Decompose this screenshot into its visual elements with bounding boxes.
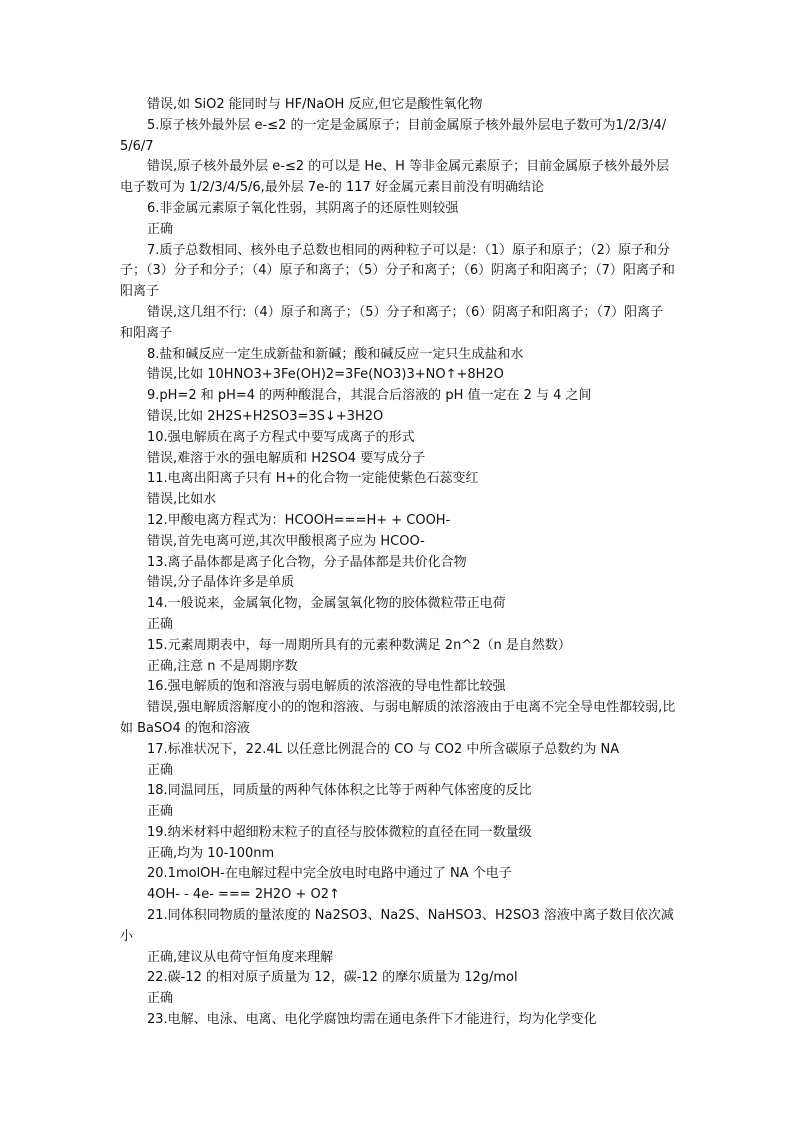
paragraph-line: 错误,原子核外最外层 e-≤2 的可以是 He、H 等非金属元素原子；目前金属原子核外最外层电子数可为 1/2/3/4/5/6,最外层 7e-的 117 好金属元素目前没有明确结论 xyxy=(120,159,670,196)
paragraph-line: 9.pH=2 和 pH=4 的两种酸混合，其混合后溶液的 pH 值一定在 2 与 4 之间 xyxy=(147,388,592,404)
paragraph-line: 19.纳米材料中超细粉末粒子的直径与胶体微粒的直径在同一数量级 xyxy=(147,824,532,840)
paragraph-line: 15.元素周期表中，每一周期所具有的元素种数满足 2n^2（n 是自然数） xyxy=(147,637,571,653)
paragraph-line: 7.质子总数相同、核外电子总数也相同的两种粒子可以是：（1）原子和原子；（2）原子和分子；（3）分子和分子；（4）原子和离子；（5）分子和离子；（6）阴离子和阳离子；（7）阳离子和阳离子 xyxy=(120,242,675,300)
paragraph-line: 正确 xyxy=(147,221,174,237)
paragraph-line: 正确,注意 n 不是周期序数 xyxy=(147,658,298,674)
paragraph-line: 错误,难溶于水的强电解质和 H2SO4 要写成分子 xyxy=(147,450,426,466)
paragraph-line: 20.1molOH-在电解过程中完全放电时电路中通过了 NA 个电子 xyxy=(147,866,512,882)
paragraph-line: 8.盐和碱反应一定生成新盐和新碱；酸和碱反应一定只生成盐和水 xyxy=(147,346,524,362)
paragraph-line: 错误,强电解质溶解度小的的饱和溶液、与弱电解质的浓溶液由于电离不完全导电性都较弱,比如 BaSO4 的饱和溶液 xyxy=(120,700,676,736)
paragraph-line: 10.强电解质在离子方程式中要写成离子的形式 xyxy=(147,429,415,445)
paragraph-line: 错误,分子晶体许多是单质 xyxy=(147,575,295,591)
paragraph-line: 错误,如 SiO2 能同时与 HF/NaOH 反应,但它是酸性氧化物 xyxy=(147,97,483,112)
paragraph-line: 正确 xyxy=(147,991,174,1007)
paragraph-line: 6.非金属元素原子氧化性弱，其阴离子的还原性则较强 xyxy=(147,200,459,216)
paragraph-line: 14.一般说来，金属氧化物，金属氢氧化物的胶体微粒带正电荷 xyxy=(147,596,506,612)
paragraph-line: 12.甲酸电离方程式为：HCOOH===H+ + COOH- xyxy=(147,512,451,528)
paragraph-line: 正确,均为 10-100nm xyxy=(147,845,275,861)
document-body xyxy=(120,95,676,1031)
paragraph-line: 21.同体积同物质的量浓度的 Na2SO3、Na2S、NaHSO3、H2SO3 溶液中离子数目依次减小 xyxy=(120,908,674,944)
paragraph-line: 13.离子晶体都是离子化合物，分子晶体都是共价化合物 xyxy=(147,554,467,570)
paragraph-line: 16.强电解质的饱和溶液与弱电解质的浓溶液的导电性都比较强 xyxy=(147,679,506,695)
paragraph-line: 错误,这几组不行:（4）原子和离子；（5）分子和离子；（6）阴离子和阳离子；（7）阳离子和阳离子 xyxy=(120,304,664,341)
paragraph-line: 22.碳-12 的相对原子质量为 12，碳-12 的摩尔质量为 12g/mol xyxy=(147,970,518,986)
paragraph-line: 4OH- - 4e- === 2H2O + O2↑ xyxy=(147,887,340,903)
paragraph-line: 11.电离出阳离子只有 H+的化合物一定能使紫色石蕊变红 xyxy=(147,471,479,487)
paragraph-line: 18.同温同压，同质量的两种气体体积之比等于两种气体密度的反比 xyxy=(147,783,532,799)
paragraph-line: 错误,比如 2H2S+H2SO3=3S↓+3H2O xyxy=(147,408,384,424)
paragraph-line: 正确 xyxy=(147,804,174,820)
paragraph-line: 错误,比如水 xyxy=(147,492,217,508)
paragraph-line: 错误,比如 10HNO3+3Fe(OH)2=3Fe(NO3)3+NO↑+8H2O xyxy=(147,367,504,383)
paragraph-line: 23.电解、电泳、电离、电化学腐蚀均需在通电条件下才能进行，均为化学变化 xyxy=(147,1012,597,1028)
paragraph-line: 正确 xyxy=(147,762,174,778)
paragraph-line: 正确 xyxy=(147,616,174,632)
paragraph-line: 正确,建议从电荷守恒角度来理解 xyxy=(147,949,334,965)
paragraph-line: 5.原子核外最外层 e-≤2 的一定是金属原子；目前金属原子核外最外层电子数可为1/2/3/4/5/6/7 xyxy=(120,117,667,154)
paragraph-line: 错误,首先电离可逆,其次甲酸根离子应为 HCOO- xyxy=(147,533,425,549)
paragraph-line: 17.标准状况下，22.4L 以任意比例混合的 CO 与 CO2 中所含碳原子总数约为 NA xyxy=(147,741,620,757)
